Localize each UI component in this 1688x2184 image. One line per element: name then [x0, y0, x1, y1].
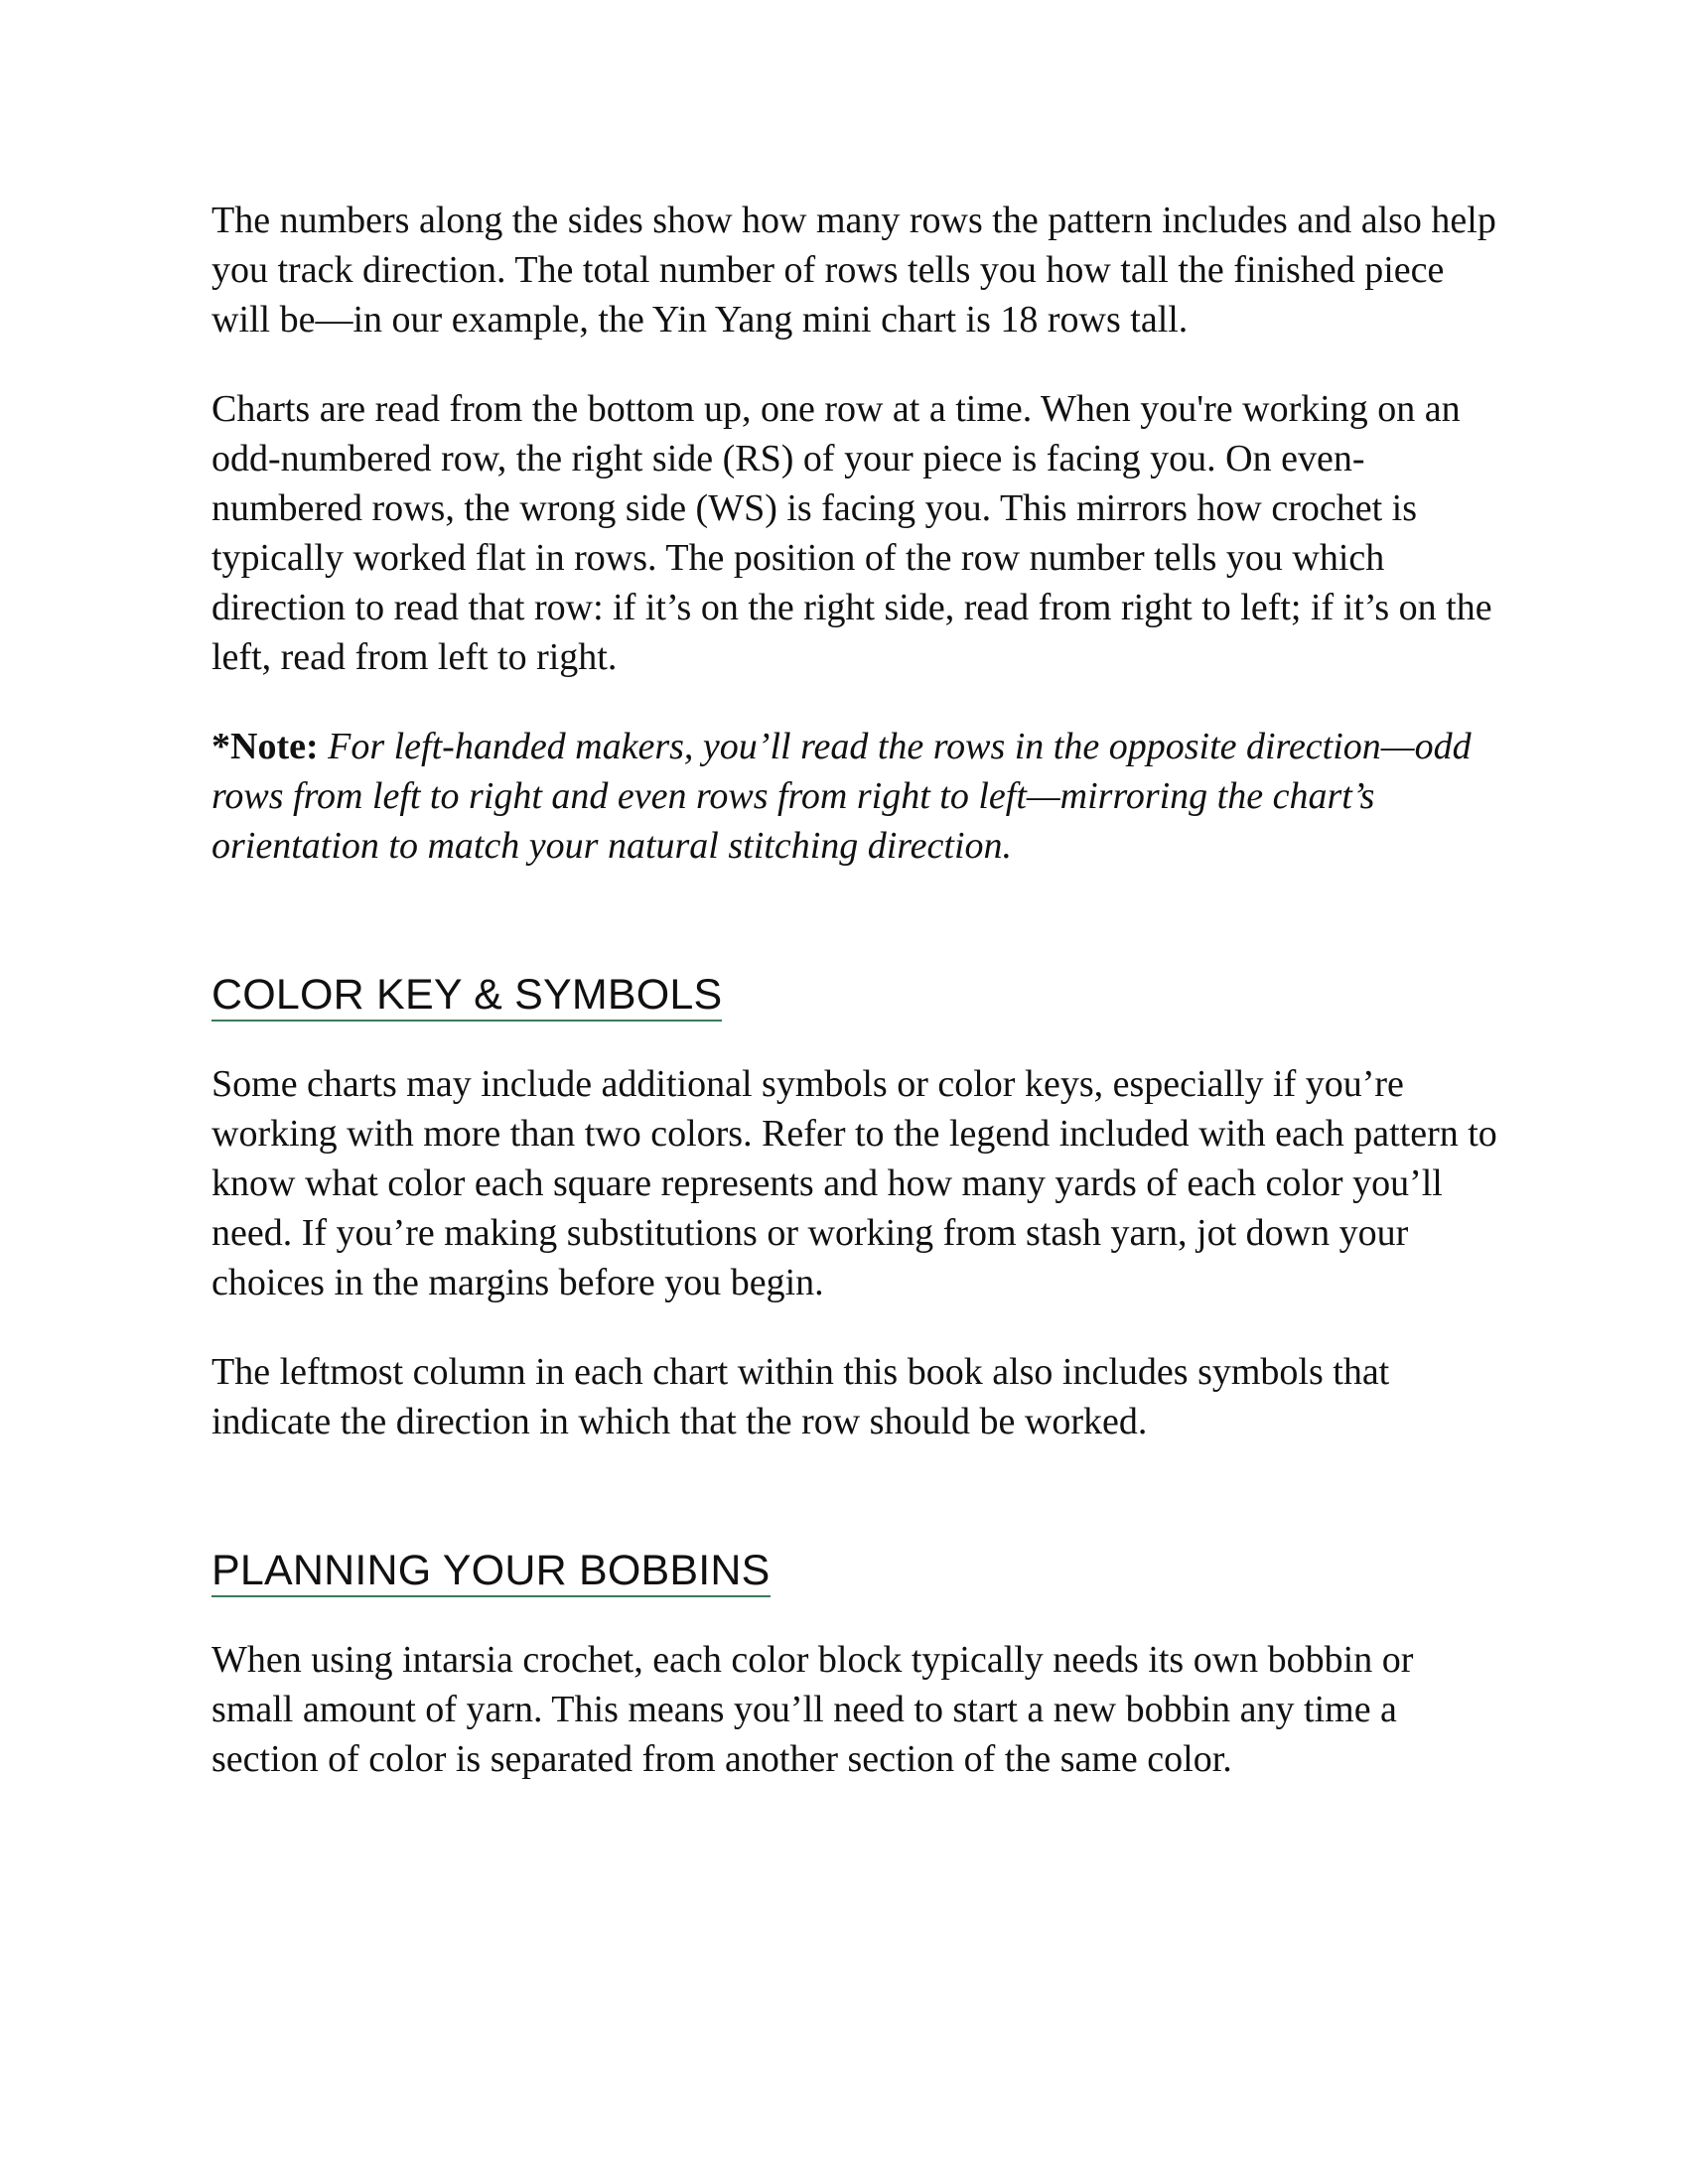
note-label: *Note:	[211, 726, 319, 767]
left-handed-note	[211, 722, 1502, 871]
intro-paragraph-rows: The numbers along the sides show how many rows the pattern includes and also help you track direction. The total number of rows tells you how tall the finished piece will be—in our example, the Yin Yang mini chart is 18 rows tall.	[211, 200, 1496, 341]
color-key-paragraph-symbols: The leftmost column in each chart within this book also includes symbols that indicate the direction in which that the row should be worked.	[211, 1351, 1390, 1442]
bobbins-section	[211, 1486, 1502, 1784]
note-text: For left-handed makers, you’ll read the rows in the opposite direction—odd rows from left to right and even rows from right to left—mirroring the chart’s orientation to match your natural stitching direction.	[211, 726, 1472, 867]
color-key-paragraph-legend: Some charts may include additional symbols or color keys, especially if you’re working with more than two colors. Refer to the legend included with each pattern to know what color each square represents and how many yards of each color you’ll need. If you’re making substitutions or working from stash yarn, jot down your choices in the margins before you begin.	[211, 1063, 1497, 1303]
bobbins-heading: PLANNING YOUR BOBBINS	[211, 1546, 771, 1597]
document-page	[211, 196, 1502, 1824]
color-key-heading: COLOR KEY & SYMBOLS	[211, 970, 722, 1022]
intro-paragraph-reading-direction: Charts are read from the bottom up, one row at a time. When you're working on an odd-numbered row, the right side (RS) of your piece is facing you. On even-numbered rows, the wrong side (WS) is facing you. This mirrors how crochet is typically worked flat in rows. The position of the row number tells you which direction to read that row: if it’s on the right side, read from right to left; if it’s on the left, read from left to right.	[211, 388, 1492, 678]
color-key-section	[211, 910, 1502, 1446]
bobbins-paragraph: When using intarsia crochet, each color block typically needs its own bobbin or small amount of yarn. This means you’ll need to start a new bobbin any time a section of color is separated from another section of the same color.	[211, 1639, 1414, 1780]
